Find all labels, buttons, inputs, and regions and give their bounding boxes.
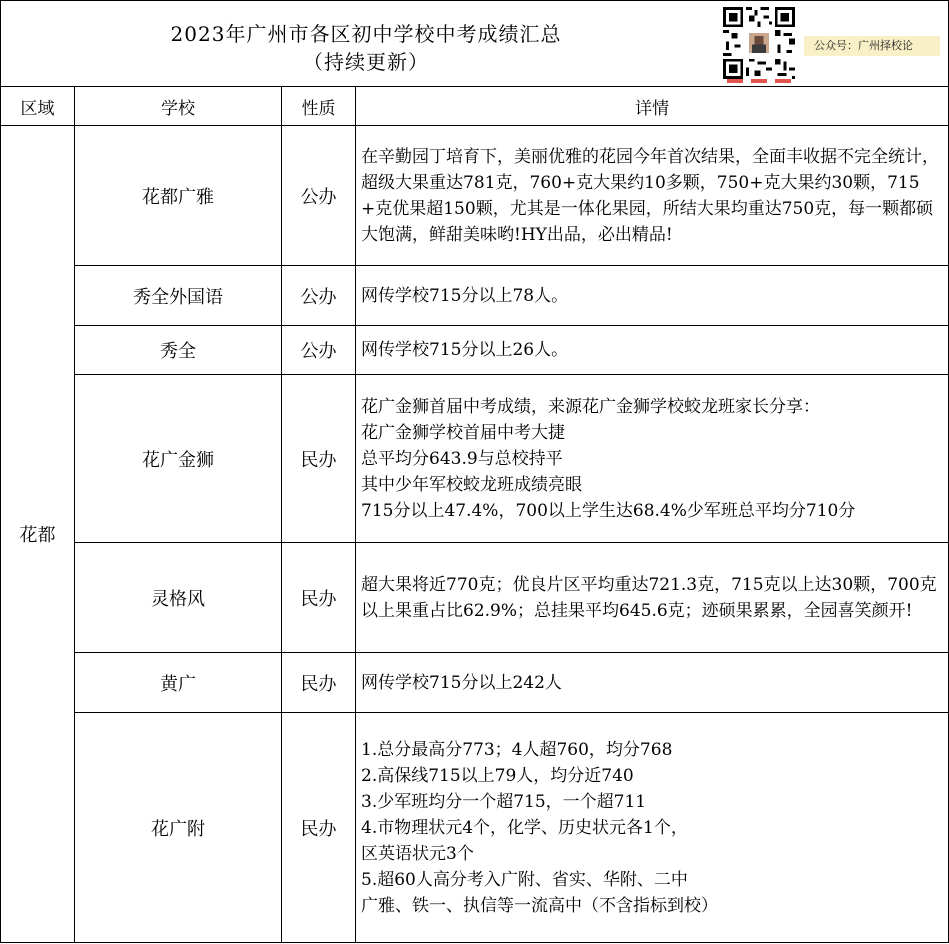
table-row bbox=[1, 326, 949, 375]
detail-line: 其中少年军校蛟龙班成绩亮眼 bbox=[361, 474, 582, 495]
detail-line: 总平均分643.9与总校持平 bbox=[361, 448, 563, 469]
page-header bbox=[0, 0, 949, 87]
school-details bbox=[356, 543, 949, 653]
detail-line: 区英语状元3个 bbox=[361, 843, 474, 864]
detail-paragraph: 在辛勤园丁培育下，美丽优雅的花园今年首次结果，全面丰收据不完全统计，超级大果重达781克，760+克大果约10多颗，750+克大果约30颗，715+克优果超150颗，尤其是一体化果园，所结大果均重达750克，每一颗都硕大饱满，鲜甜美味哟!HY出品，必出精品! bbox=[361, 146, 939, 245]
school-name: 花广金狮 bbox=[75, 375, 282, 543]
detail-line: 网传学校715分以上242人 bbox=[361, 672, 562, 693]
page-subtitle: （持续更新） bbox=[303, 50, 429, 74]
column-header-district: 区域 bbox=[1, 87, 75, 126]
column-header-details: 详情 bbox=[356, 87, 949, 126]
detail-line: 1.总分最高分773；4人超760，均分768 bbox=[361, 739, 673, 760]
school-type: 民办 bbox=[282, 543, 356, 653]
page-title: 2023年广州市各区初中学校中考成绩汇总 bbox=[170, 22, 562, 46]
school-details bbox=[356, 653, 949, 713]
school-details bbox=[356, 126, 949, 266]
detail-line: 花广金狮学校首届中考大捷 bbox=[361, 422, 565, 443]
column-header-school: 学校 bbox=[75, 87, 282, 126]
school-type: 民办 bbox=[282, 653, 356, 713]
school-details bbox=[356, 375, 949, 543]
table-row bbox=[1, 375, 949, 543]
column-header-type: 性质 bbox=[282, 87, 356, 126]
detail-line: 4.市物理状元4个，化学、历史状元各1个， bbox=[361, 817, 688, 838]
school-type: 公办 bbox=[282, 126, 356, 266]
detail-line: 广雅、铁一、执信等一流高中（不含指标到校） bbox=[361, 895, 718, 916]
table-row bbox=[1, 713, 949, 943]
school-type: 民办 bbox=[282, 713, 356, 943]
district-cell: 花都 bbox=[1, 126, 75, 943]
detail-line: 网传学校715分以上78人。 bbox=[361, 285, 569, 306]
school-name: 秀全 bbox=[75, 326, 282, 375]
table-header-row bbox=[1, 87, 949, 126]
detail-line: 网传学校715分以上26人。 bbox=[361, 340, 569, 360]
school-type: 公办 bbox=[282, 266, 356, 326]
school-name: 灵格风 bbox=[75, 543, 282, 653]
school-name: 花广附 bbox=[75, 713, 282, 943]
school-details bbox=[356, 713, 949, 943]
table-row bbox=[1, 266, 949, 326]
school-name: 秀全外国语 bbox=[75, 266, 282, 326]
detail-line: 715分以上47.4%，700以上学生达68.4%少军班总平均分710分 bbox=[361, 500, 856, 521]
school-details bbox=[356, 326, 949, 375]
qr-caption bbox=[723, 79, 795, 85]
detail-line: 2.高保线715以上79人，均分近740 bbox=[361, 765, 634, 786]
school-name: 黄广 bbox=[75, 653, 282, 713]
detail-paragraph: 超大果将近770克；优良片区平均重达721.3克，715克以上达30颗，700克以上果重占比62.9%；总挂果平均645.6克；迹硕果累累，全园喜笑颜开! bbox=[361, 574, 937, 621]
school-type: 民办 bbox=[282, 375, 356, 543]
detail-line: 花广金狮首届中考成绩，来源花广金狮学校蛟龙班家长分享： bbox=[361, 396, 820, 417]
school-details bbox=[356, 266, 949, 326]
school-type: 公办 bbox=[282, 326, 356, 375]
detail-line: 3.少军班均分一个超715，一个超711 bbox=[361, 791, 647, 812]
table-row bbox=[1, 543, 949, 653]
school-name: 花都广雅 bbox=[75, 126, 282, 266]
qr-code-icon bbox=[723, 7, 795, 79]
detail-line: 5.超60人高分考入广附、省实、华附、二中 bbox=[361, 869, 688, 890]
table-row bbox=[1, 126, 949, 266]
table-row bbox=[1, 653, 949, 713]
wechat-account-badge: 公众号：广州择校论 bbox=[804, 36, 940, 56]
scores-table bbox=[0, 86, 949, 943]
